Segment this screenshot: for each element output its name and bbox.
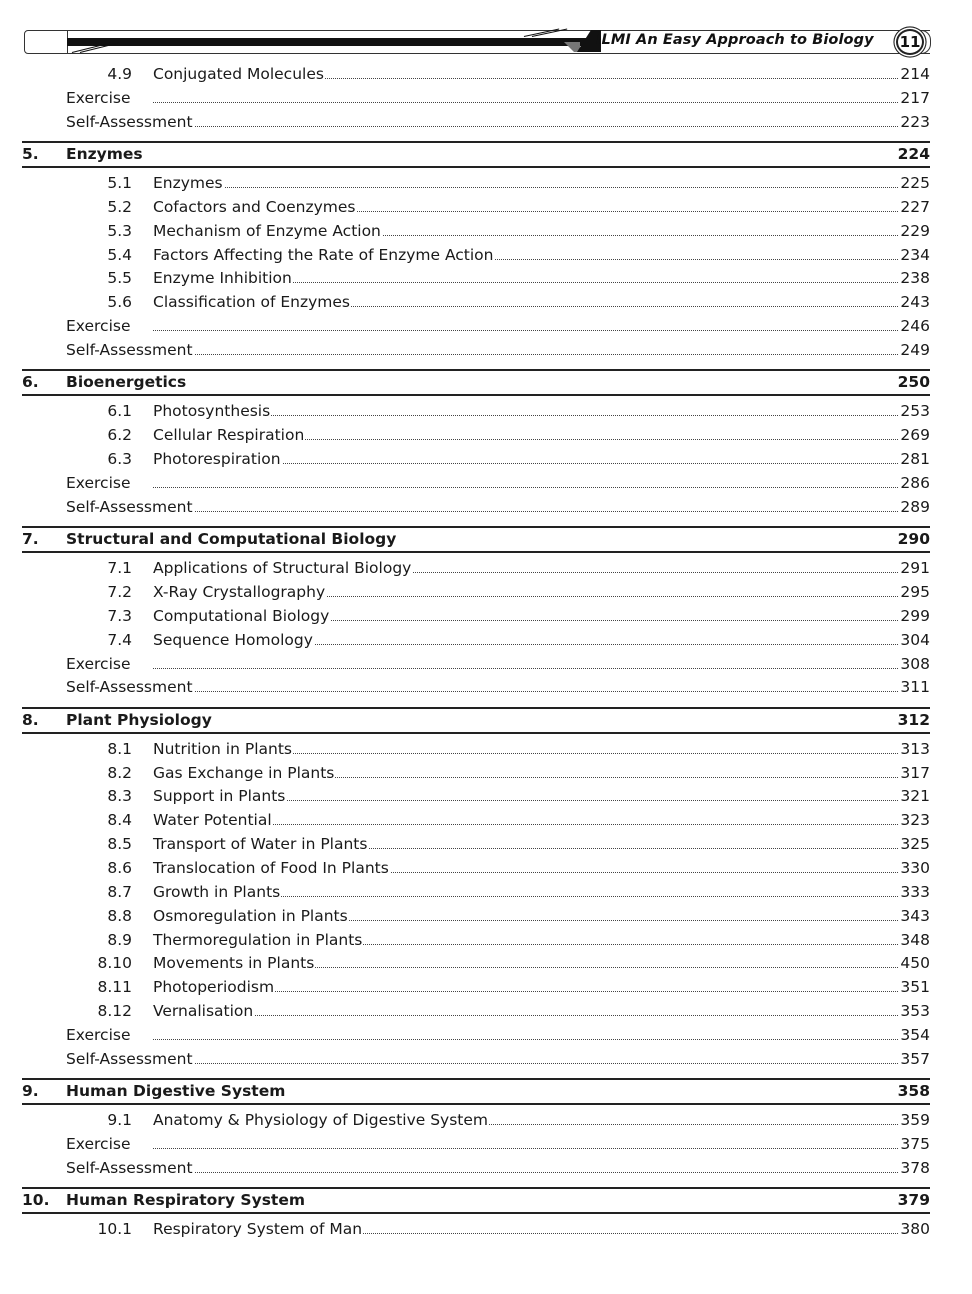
section-title: Cellular Respiration (153, 423, 305, 447)
page-number: 375 (899, 1132, 930, 1156)
section-title: Photosynthesis (153, 399, 271, 423)
page-number: 317 (899, 761, 930, 785)
chapter-heading[interactable] (22, 526, 930, 553)
section-number: 9.1 (107, 1111, 132, 1130)
toc-entry[interactable] (0, 808, 972, 832)
section-title: Vernalisation (153, 999, 254, 1023)
chapter-heading[interactable] (22, 707, 930, 734)
section-title: Respiratory System of Man (153, 1217, 363, 1241)
header-black-bar (67, 38, 597, 46)
exercise-entry-label: Exercise (66, 471, 132, 495)
self-assessment-entry[interactable] (0, 495, 972, 519)
page-number: 299 (899, 604, 930, 628)
section-number: 5.2 (107, 197, 132, 216)
section-title: Thermoregulation in Plants (153, 928, 363, 952)
page-number: 246 (899, 314, 930, 338)
toc-entry[interactable] (0, 604, 972, 628)
page-number: 281 (899, 447, 930, 471)
section-number: 8.7 (107, 882, 132, 901)
section-title: Factors Affecting the Rate of Enzyme Action (153, 243, 495, 267)
section-number: 5.6 (107, 293, 132, 312)
chapter-page: 290 (897, 530, 930, 549)
exercise-entry-label: Exercise (66, 86, 132, 110)
exercise-entry-label: Exercise (66, 314, 132, 338)
chapter-title: Bioenergetics (66, 373, 187, 392)
section-title: Classification of Enzymes (153, 290, 351, 314)
toc-entry[interactable] (0, 266, 972, 290)
page-number: 333 (899, 880, 930, 904)
section-number: 6.3 (107, 450, 132, 469)
self-assessment-entry[interactable] (0, 110, 972, 134)
toc-entry[interactable] (0, 171, 972, 195)
page-number: 308 (899, 652, 930, 676)
toc-entry[interactable] (0, 737, 972, 761)
toc-entry[interactable] (0, 856, 972, 880)
toc-entry[interactable] (0, 761, 972, 785)
section-number: 7.3 (107, 606, 132, 625)
dot-leader (186, 511, 900, 512)
toc-entry[interactable] (0, 219, 972, 243)
book-title: ILMI An Easy Approach to Biology (596, 32, 874, 48)
toc-entry[interactable] (0, 880, 972, 904)
page-number: 351 (899, 975, 930, 999)
page-number: 234 (899, 243, 930, 267)
page-number: 313 (899, 737, 930, 761)
section-title: Translocation of Food In Plants (153, 856, 390, 880)
toc-entry[interactable] (0, 580, 972, 604)
section-number: 7.1 (107, 559, 132, 578)
section-number: 6.1 (107, 402, 132, 421)
dot-leader (186, 1063, 900, 1064)
exercise-entry[interactable] (0, 1132, 972, 1156)
page-number: 323 (899, 808, 930, 832)
section-number: 8.2 (107, 763, 132, 782)
self-assessment-entry-label: Self-Assessment (66, 495, 194, 519)
section-number: 8.5 (107, 835, 132, 854)
dot-leader (186, 691, 900, 692)
toc-entry[interactable] (0, 399, 972, 423)
section-number: 8.9 (107, 930, 132, 949)
page-number: 321 (899, 784, 930, 808)
dot-leader (153, 102, 900, 103)
exercise-entry-label: Exercise (66, 1023, 132, 1047)
exercise-entry[interactable] (0, 314, 972, 338)
page-number: 359 (899, 1108, 930, 1132)
self-assessment-entry-label: Self-Assessment (66, 1047, 194, 1071)
section-title: Sequence Homology (153, 628, 314, 652)
page-number: 325 (899, 832, 930, 856)
exercise-entry[interactable] (0, 1023, 972, 1047)
section-title: Movements in Plants (153, 951, 315, 975)
page-number: 229 (899, 219, 930, 243)
page-number: 249 (899, 338, 930, 362)
toc-entry[interactable] (0, 423, 972, 447)
toc-entry[interactable] (0, 928, 972, 952)
section-number: 8.6 (107, 858, 132, 877)
chapter-title: Enzymes (66, 145, 143, 164)
self-assessment-entry-label: Self-Assessment (66, 1156, 194, 1180)
page-number: 450 (899, 951, 930, 975)
dot-leader (153, 668, 900, 669)
section-number: 7.2 (107, 582, 132, 601)
section-number: 8.8 (107, 906, 132, 925)
page-number: 380 (899, 1217, 930, 1241)
section-number: 5.3 (107, 221, 132, 240)
section-title: Enzymes (153, 171, 224, 195)
section-title: Growth in Plants (153, 880, 281, 904)
page-number: 343 (899, 904, 930, 928)
self-assessment-entry-label: Self-Assessment (66, 338, 194, 362)
page-number: 357 (899, 1047, 930, 1071)
page-number: 354 (899, 1023, 930, 1047)
section-number: 5.1 (107, 174, 132, 193)
page-number: 291 (899, 556, 930, 580)
self-assessment-entry-label: Self-Assessment (66, 110, 194, 134)
toc-entry[interactable] (0, 290, 972, 314)
section-number: 5.5 (107, 269, 132, 288)
page-number: 330 (899, 856, 930, 880)
section-number: 4.9 (107, 65, 132, 83)
section-title: Computational Biology (153, 604, 330, 628)
toc-entry[interactable] (0, 951, 972, 975)
chapter-heading[interactable] (22, 141, 930, 168)
page-number: 353 (899, 999, 930, 1023)
chapter-heading[interactable] (22, 1187, 930, 1214)
chapter-number: 8. (22, 710, 39, 729)
header-left-box (24, 30, 68, 54)
toc-entry[interactable] (0, 1108, 972, 1132)
chapter-number: 9. (22, 1082, 39, 1101)
chapter-title: Plant Physiology (66, 710, 212, 729)
toc-entry[interactable] (0, 999, 972, 1023)
page-number: 286 (899, 471, 930, 495)
section-title: Transport of Water in Plants (153, 832, 368, 856)
dot-leader (186, 354, 900, 355)
section-title: Anatomy & Physiology of Digestive System (153, 1108, 489, 1132)
section-number: 8.3 (107, 787, 132, 806)
section-title: Gas Exchange in Plants (153, 761, 335, 785)
page-number: 243 (899, 290, 930, 314)
toc-entry[interactable] (0, 628, 972, 652)
chapter-heading[interactable] (22, 369, 930, 396)
page-number: 348 (899, 928, 930, 952)
toc-entry[interactable] (0, 243, 972, 267)
section-title: Mechanism of Enzyme Action (153, 219, 382, 243)
section-number: 6.2 (107, 426, 132, 445)
toc-entry[interactable] (0, 195, 972, 219)
page-number: 227 (899, 195, 930, 219)
exercise-entry-label: Exercise (66, 1132, 132, 1156)
section-number: 5.4 (107, 245, 132, 264)
chapter-heading[interactable] (22, 1078, 930, 1105)
dot-leader (153, 187, 900, 188)
self-assessment-entry[interactable] (0, 1156, 972, 1180)
chapter-number: 7. (22, 530, 39, 549)
page-number: 225 (899, 171, 930, 195)
chapter-title: Human Digestive System (66, 1082, 286, 1101)
section-title: Support in Plants (153, 784, 286, 808)
chapter-number: 10. (22, 1191, 50, 1210)
exercise-entry-label: Exercise (66, 652, 132, 676)
page-number: 295 (899, 580, 930, 604)
section-number: 8.1 (107, 739, 132, 758)
exercise-entry[interactable] (0, 652, 972, 676)
toc-entry[interactable] (0, 832, 972, 856)
self-assessment-entry[interactable] (0, 1047, 972, 1071)
page-number: 311 (899, 675, 930, 699)
chapter-title: Human Respiratory System (66, 1191, 306, 1210)
section-title: Conjugated Molecules (153, 62, 325, 86)
page-number: 289 (899, 495, 930, 519)
self-assessment-entry[interactable] (0, 675, 972, 699)
section-title: Enzyme Inhibition (153, 266, 293, 290)
page-number: 269 (899, 423, 930, 447)
section-title: X-Ray Crystallography (153, 580, 326, 604)
toc-entry[interactable] (0, 784, 972, 808)
chapter-title: Structural and Computational Biology (66, 530, 397, 549)
self-assessment-entry-label: Self-Assessment (66, 675, 194, 699)
dot-leader (153, 330, 900, 331)
chapter-page: 358 (897, 1082, 930, 1101)
section-number: 10.1 (97, 1220, 132, 1239)
dot-leader (186, 1172, 900, 1173)
section-title: Osmoregulation in Plants (153, 904, 349, 928)
section-number: 8.10 (97, 954, 132, 973)
exercise-entry[interactable] (0, 86, 972, 110)
chapter-number: 5. (22, 145, 39, 164)
page-number: 253 (899, 399, 930, 423)
exercise-entry[interactable] (0, 471, 972, 495)
page-number-badge: 11 (896, 29, 924, 55)
page-header (24, 30, 932, 54)
page-number: 304 (899, 628, 930, 652)
toc-entry[interactable] (0, 1217, 972, 1241)
section-number: 7.4 (107, 630, 132, 649)
section-title: Nutrition in Plants (153, 737, 293, 761)
toc-entry[interactable] (0, 975, 972, 999)
section-title: Photoperiodism (153, 975, 275, 999)
chapter-page: 312 (897, 710, 930, 729)
section-number: 8.12 (97, 1002, 132, 1021)
section-title: Cofactors and Coenzymes (153, 195, 357, 219)
chapter-page: 379 (897, 1191, 930, 1210)
section-title: Applications of Structural Biology (153, 556, 412, 580)
chapter-page: 250 (897, 373, 930, 392)
section-number: 8.4 (107, 811, 132, 830)
dot-leader (153, 1039, 900, 1040)
toc-entry[interactable] (0, 62, 972, 86)
page-number: 238 (899, 266, 930, 290)
section-title: Water Potential (153, 808, 273, 832)
page-number: 223 (899, 110, 930, 134)
chapter-page: 224 (897, 145, 930, 164)
section-title: Photorespiration (153, 447, 282, 471)
dot-leader (186, 126, 900, 127)
toc-entry[interactable] (0, 447, 972, 471)
section-number: 8.11 (97, 978, 132, 997)
dot-leader (153, 1015, 900, 1016)
page-number: 378 (899, 1156, 930, 1180)
dot-leader (153, 1148, 900, 1149)
toc-entry[interactable] (0, 904, 972, 928)
page-number: 214 (899, 62, 930, 86)
toc-entry[interactable] (0, 556, 972, 580)
dot-leader (153, 487, 900, 488)
self-assessment-entry[interactable] (0, 338, 972, 362)
page-number: 217 (899, 86, 930, 110)
chapter-number: 6. (22, 373, 39, 392)
